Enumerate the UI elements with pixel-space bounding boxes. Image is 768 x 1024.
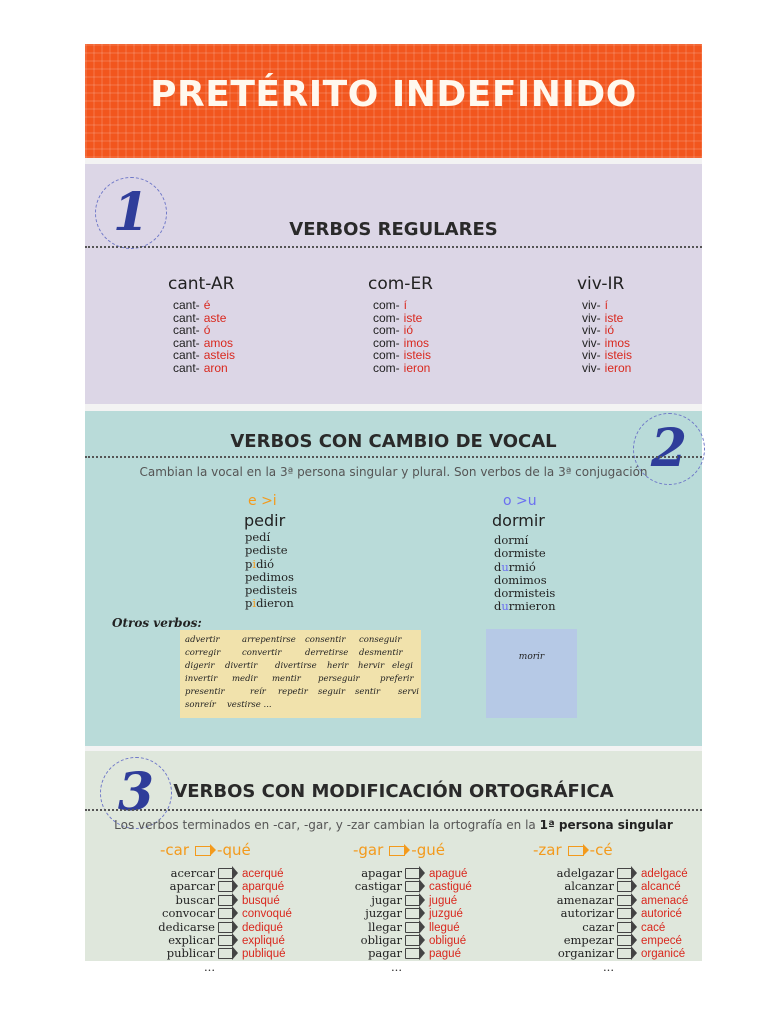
conjugation-row [245,558,297,571]
conjugated-form: empecé [641,934,682,947]
rule-from: -car [160,841,190,859]
other-verb: elegi [392,661,413,671]
ellipsis-text: ... [603,959,614,974]
rule-to: -cé [589,841,613,859]
ellipsis [147,960,292,973]
infinitive: llegar [368,919,402,934]
form-part: rmieron [508,599,556,614]
other-verb: corregir [185,648,221,658]
stem: com- [373,348,400,362]
form-part: p [245,556,253,571]
verb-heading: pedir [244,511,286,530]
other-verb: digerir [185,661,215,671]
changed-vowel: i [252,596,257,611]
arrow-icon [617,881,632,892]
conjugation-list [245,531,297,611]
other-verb: sonreír [185,700,216,710]
form-part: pedisteis [245,583,298,598]
infinitive: explicar [168,932,215,947]
spelling-row [520,866,688,879]
other-verb: herir [327,661,349,671]
rule-from: -zar [533,841,562,859]
spelling-row [520,906,688,919]
conjugation-list [173,299,235,374]
arrow-icon [195,846,211,856]
arrow-icon [218,895,233,906]
other-verb: presentir [185,687,225,697]
infinitive: alcanzar [564,879,614,894]
conjugation-row [245,571,297,584]
rule-from: -gar [353,841,384,859]
spelling-row [340,906,472,919]
conjugation-row [494,587,556,600]
other-verb: desmentir [359,648,403,658]
form-part: d [494,599,502,614]
other-verb: sentir [355,687,381,697]
conjugated-form: convoqué [242,908,292,921]
infinitive: acercar [170,866,215,880]
infinitive: apagar [361,866,402,880]
arrow-icon [617,908,632,919]
stem: viv- [582,298,601,312]
section-number-1: 1 [95,177,167,249]
other-verb: conseguir [359,635,402,645]
spelling-list [340,866,472,973]
other-verb: servi [398,687,419,697]
ellipsis-text: ... [204,959,215,974]
other-verb: hervir [358,661,385,671]
infinitive: aparcar [169,879,215,894]
conjugated-form: dediqué [242,921,283,934]
section-title: VERBOS CON CAMBIO DE VOCAL [230,431,557,452]
stem: viv- [582,348,601,362]
stem: cant- [173,310,200,325]
stem: com- [373,310,400,325]
conjugated-form: organicé [641,948,686,961]
note-bold: 1ª persona singular [539,818,673,832]
section-title: VERBOS REGULARES [289,219,498,240]
infinitive: pagar [368,946,402,961]
section-regular-verbs [85,164,702,404]
title-banner [85,44,702,158]
other-verb: arrepentirse [242,635,296,645]
arrow-icon [405,908,420,919]
conjugation-row [494,600,556,613]
verb-heading: dormir [492,511,545,530]
stem: cant- [173,298,200,312]
conjugation-row [245,544,297,557]
other-verb: preferir [380,674,414,684]
ellipsis [520,960,688,973]
stem: com- [373,335,400,350]
arrow-icon [218,935,233,946]
section-note: Cambian la vocal en la 3ª persona singular y plural. Son verbos de la 3ª conjugación [139,465,648,479]
conjugated-form: autoricé [641,908,682,921]
arrow-icon [617,948,632,959]
infinitive: publicar [166,946,215,961]
ending: í [403,298,408,312]
ending: amos [203,335,234,350]
conjugated-form: obligué [429,934,467,947]
conjugated-form: castigué [429,881,472,894]
conjugation-row [373,362,431,375]
section-note [85,818,702,832]
form-part: pediste [245,543,288,558]
ending: ieron [403,360,431,375]
section-vowel-change [85,411,702,746]
spelling-row [147,920,292,933]
conjugated-form: acerqué [242,868,284,880]
spelling-row [520,879,688,892]
stem: viv- [582,360,601,375]
form-part: dormiste [494,546,546,561]
infinitive: jugar [371,892,402,907]
other-verb: consentir [305,635,346,645]
conjugated-form: busqué [242,894,280,907]
changed-vowel: u [501,599,509,614]
spelling-row [520,946,688,959]
arrow-icon [617,935,632,946]
morir-box [486,629,577,718]
infinitive: convocar [162,906,215,921]
spelling-row [147,933,292,946]
vowel-change-label: e >i [248,493,277,509]
stem: cant- [173,323,200,337]
morir-label: morir [518,652,545,662]
form-part: dió [256,556,275,571]
stem: viv- [582,335,601,350]
ending: imos [403,335,430,350]
spelling-row [340,879,472,892]
section-title: VERBOS CON MODIFICACIÓN ORTOGRÁFICA [173,781,614,802]
form-part: dormisteis [494,586,556,601]
arrow-icon [405,868,420,879]
arrow-icon [568,846,584,856]
other-verb: divertir [225,661,258,671]
form-part: rmió [508,559,536,574]
arrow-icon [617,922,632,933]
arrow-icon [218,922,233,933]
conjugated-form: apagué [429,868,468,880]
other-verb: derretirse [305,648,349,658]
stem: com- [373,360,400,375]
column-heading: cant-AR [168,274,235,294]
section-spelling-change [85,751,702,974]
infinitive: empezar [563,932,614,947]
infinitive: dedicarse [158,919,215,934]
other-verb: perseguir [318,674,360,684]
stem: com- [373,323,400,337]
arrow-icon [389,846,405,856]
other-verb: medir [232,674,258,684]
changed-vowel: i [252,556,257,571]
ending: ó [203,323,211,337]
spelling-row [340,893,472,906]
column-heading: com-ER [368,274,433,294]
divider [85,456,702,458]
conjugated-form: expliqué [242,934,285,947]
infinitive: obligar [360,932,402,947]
spelling-row [520,893,688,906]
conjugation-row [582,362,632,375]
infinitive: juzgar [365,906,402,921]
ending: aron [203,360,228,375]
other-verbs-box [180,630,421,718]
spelling-row [147,906,292,919]
ending: imos [604,335,631,350]
spelling-row [147,946,292,959]
form-part: pedí [245,530,271,544]
form-part: dormí [494,533,529,547]
infinitive: castigar [354,879,402,894]
arrow-icon [218,948,233,959]
infinitive: amenazar [556,892,614,907]
conjugated-form: juzgué [429,908,463,921]
other-verb: reír [250,687,266,697]
ending: isteis [403,348,432,362]
ending: iste [403,310,423,325]
other-verb: convertir [242,648,282,658]
arrow-icon [405,948,420,959]
spelling-row [340,920,472,933]
conjugated-form: cacé [641,921,666,934]
other-verb: invertir [185,674,218,684]
section-number-3: 3 [100,757,172,829]
conjugated-form: aparqué [242,881,285,894]
conjugated-form: adelgacé [641,868,688,880]
divider [85,809,702,811]
rule-to: -qué [217,841,251,859]
ending: aste [203,310,227,325]
spelling-row [147,866,292,879]
conjugation-list [494,534,556,614]
infinitive: buscar [175,892,215,907]
arrow-icon [218,881,233,892]
vowel-change-label: o >u [503,493,537,509]
spelling-row [340,866,472,879]
rule-to: -gué [411,841,445,859]
ellipsis [340,960,472,973]
spelling-list [147,866,292,973]
ending: ió [403,323,414,337]
ending: í [604,298,609,312]
form-part: pedimos [245,569,294,584]
infinitive: autorizar [560,906,614,921]
ending: asteis [203,348,236,362]
poster [85,44,702,974]
infinitive: cazar [582,919,614,934]
arrow-icon [405,922,420,933]
arrow-icon [405,895,420,906]
conjugated-form: llegué [429,921,460,934]
ending: iste [604,310,624,325]
conjugation-row [173,362,235,375]
stem: viv- [582,323,601,337]
note-text: Los verbos terminados en -car, -gar, y -zar cambian la ortografía en la [114,818,536,832]
conjugated-form: publiqué [242,948,286,961]
section-number-2: 2 [633,413,705,485]
conjugated-form: amenacé [641,894,689,907]
stem: cant- [173,335,200,350]
other-verb: divertirse [275,661,317,671]
other-verb: seguir [318,687,346,697]
conjugated-form: jugué [429,894,458,907]
other-verb: mentir [272,674,301,684]
ending: é [203,298,211,312]
changed-vowel: u [501,559,509,574]
conjugation-list [373,299,431,374]
arrow-icon [218,868,233,879]
stem: viv- [582,310,601,325]
conjugation-row [494,534,556,547]
form-part: domimos [494,572,547,587]
conjugation-row [245,597,297,610]
ending: ieron [604,360,632,375]
rule-heading [353,841,445,859]
spelling-row [340,933,472,946]
ellipsis-text: ... [391,959,402,974]
conjugation-row [494,561,556,574]
form-part: p [245,596,253,611]
spelling-row [147,893,292,906]
conjugation-row [245,531,297,544]
arrow-icon [617,868,632,879]
column-heading: viv-IR [577,274,625,294]
arrow-icon [405,881,420,892]
rule-heading [533,841,613,859]
arrow-icon [218,908,233,919]
infinitive: organizar [557,946,614,961]
ending: ió [604,323,615,337]
spelling-row [520,933,688,946]
stem: com- [373,298,400,312]
spelling-list [520,866,688,973]
conjugation-row [494,574,556,587]
conjugated-form: alcancé [641,881,681,894]
other-verb: advertir [185,635,220,645]
spelling-row [340,946,472,959]
conjugation-row [494,547,556,560]
other-verb: vestirse ... [227,700,272,710]
ending: isteis [604,348,633,362]
conjugation-row [245,584,297,597]
rule-heading [160,841,251,859]
form-part: d [494,559,502,574]
arrow-icon [617,895,632,906]
stem: cant- [173,360,200,375]
spelling-row [520,920,688,933]
form-part: dieron [256,596,294,611]
conjugation-list [582,299,632,374]
spelling-row [147,879,292,892]
divider [85,246,702,248]
stem: cant- [173,348,200,362]
other-verb: repetir [278,687,308,697]
page-title: PRETÉRITO INDEFINIDO [150,74,637,115]
conjugated-form: pagué [429,948,461,961]
infinitive: adelgazar [556,866,614,880]
other-verbs-title: Otros verbos: [112,616,202,630]
arrow-icon [405,935,420,946]
